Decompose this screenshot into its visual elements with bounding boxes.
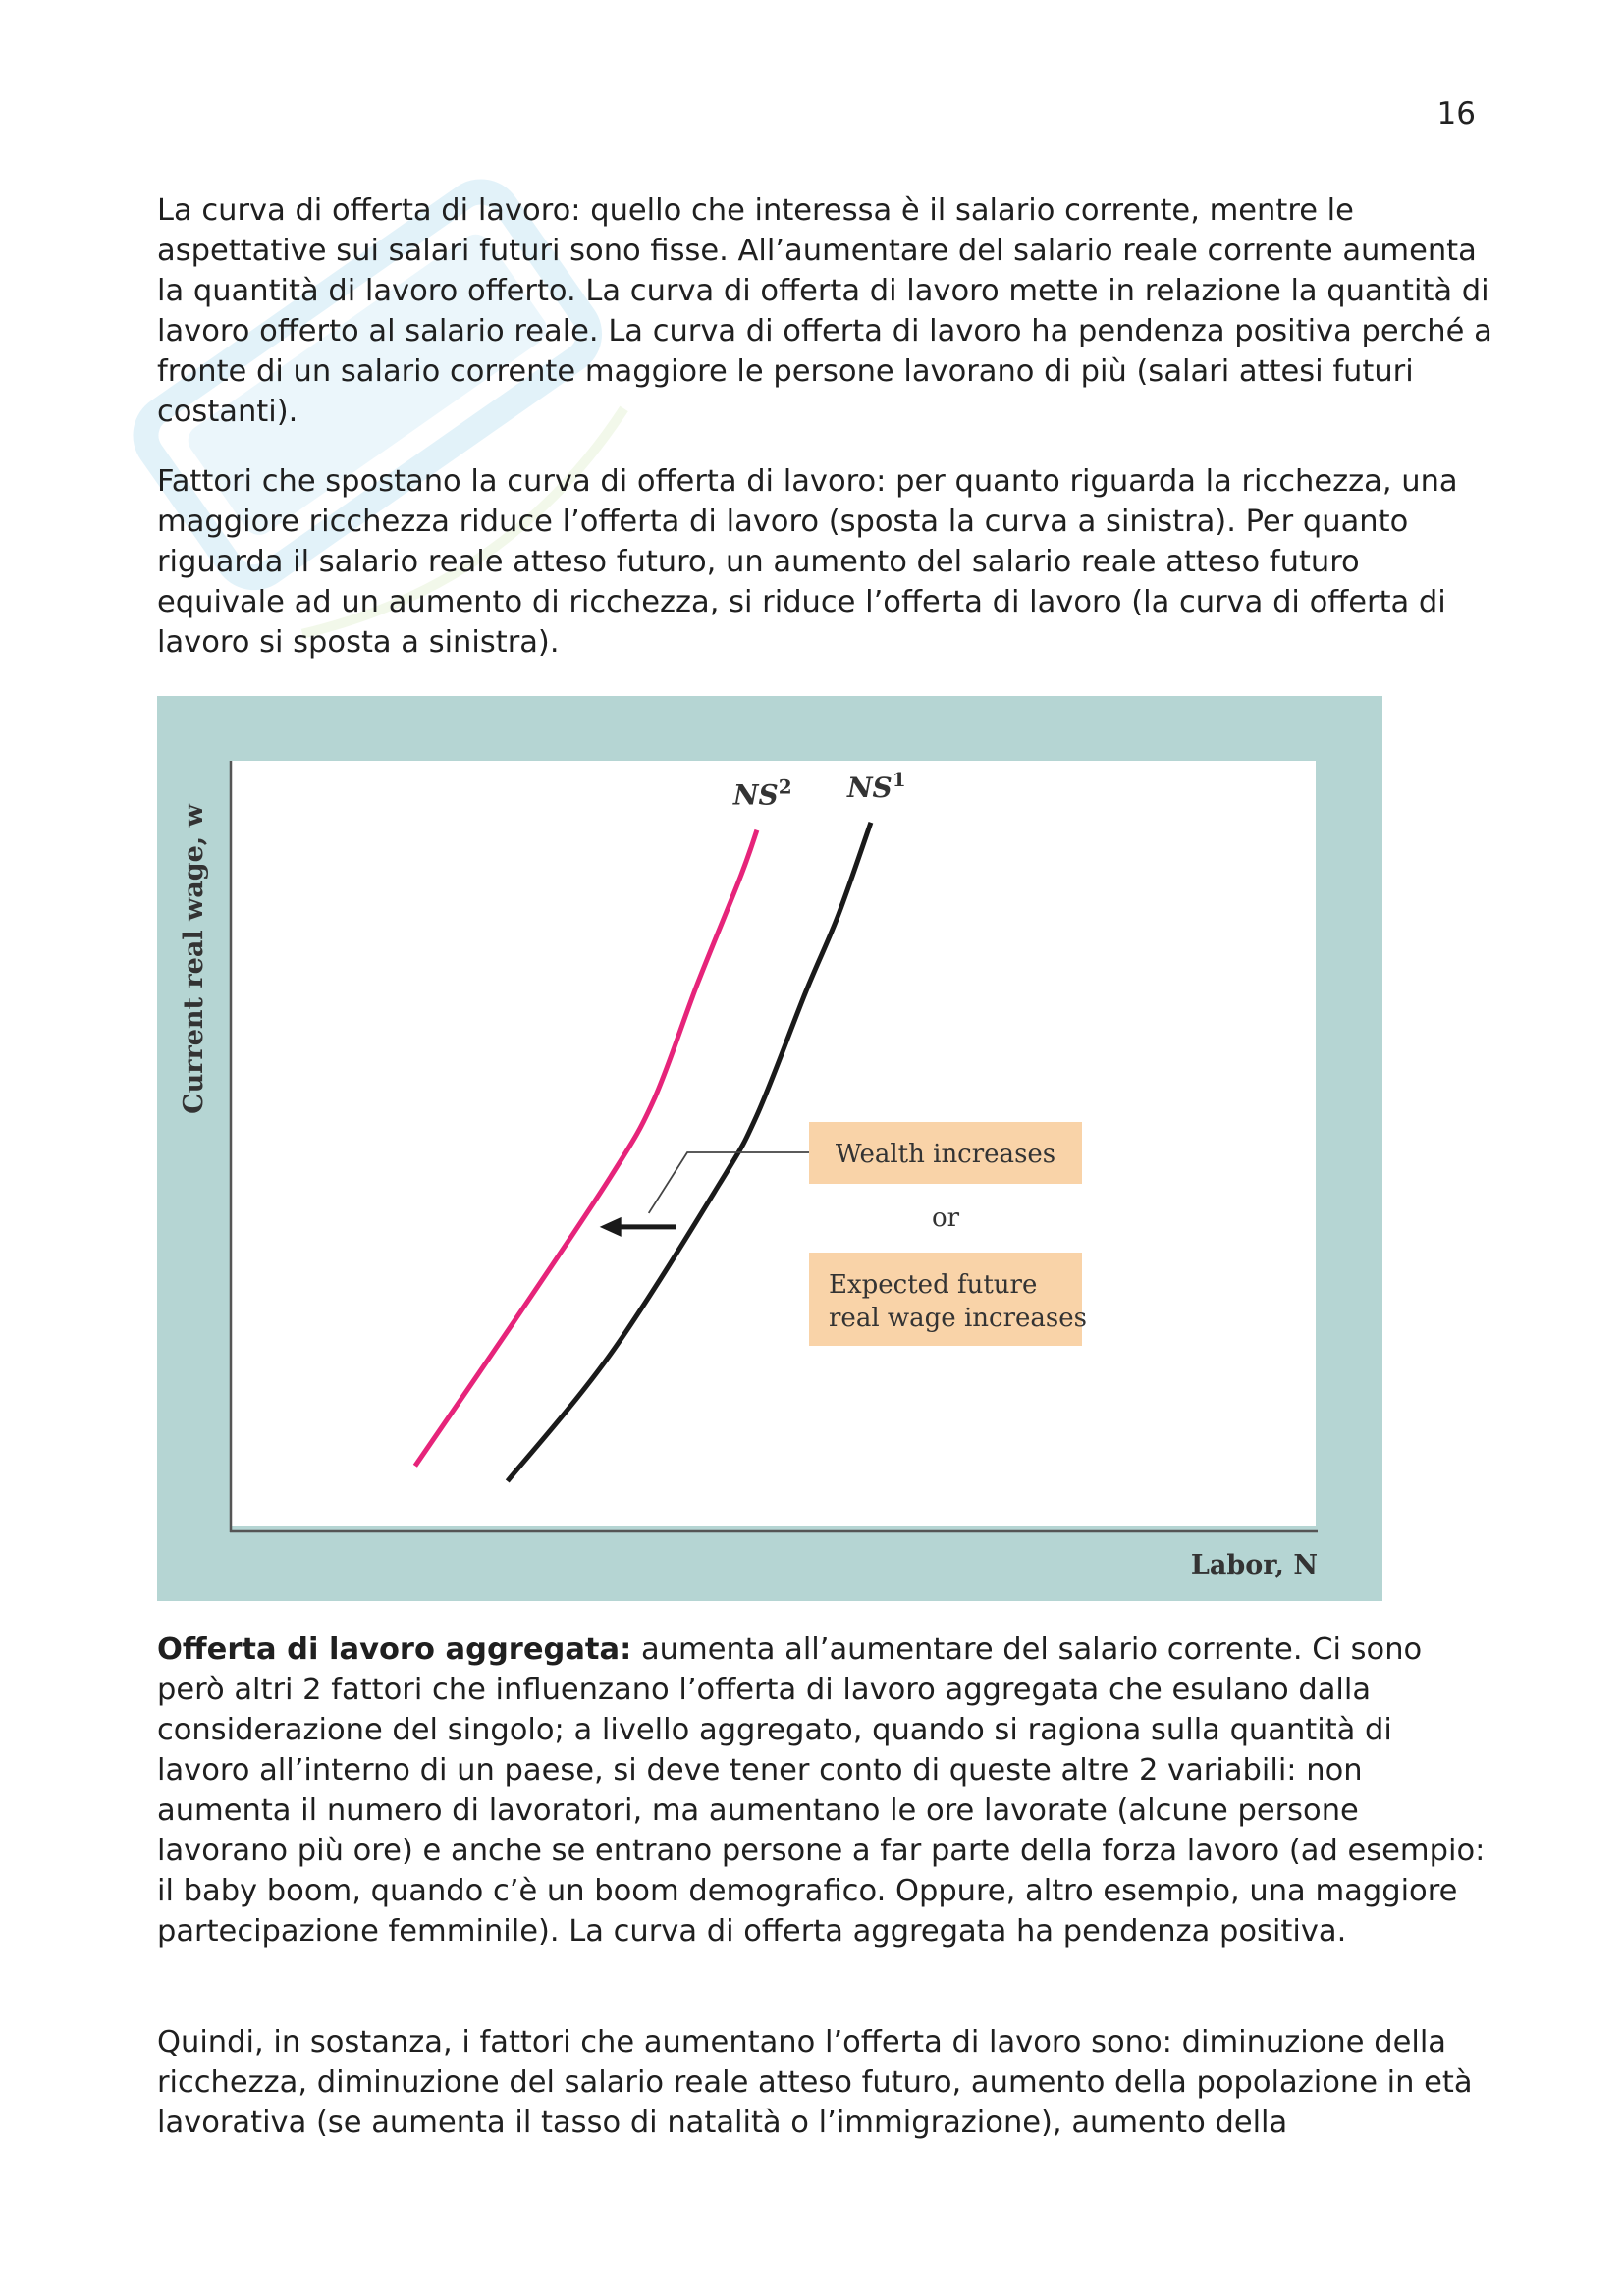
aggregate-supply-label: Offerta di lavoro aggregata: (157, 1632, 632, 1667)
callout-future-wage-line-2: real wage increases (829, 1304, 1087, 1333)
callout-future-wage-line-1: Expected future (829, 1270, 1038, 1300)
paragraph-summary: Quindi, in sostanza, i fattori che aumentano l’offerta di lavoro sono: diminuzione della ricchezza, diminuzione del salario reale atteso futuro, aumento della popolazione in età lavorativa (se aumenta il tasso di natalità o l’immigrazione), aumento della (157, 2025, 1473, 2140)
series-label-superscript: 2 (778, 774, 792, 799)
aggregate-supply-text: aumenta all’aumentare del salario corrente. Ci sono però altri 2 fattori che influenzano l’offerta di lavoro aggregata che esulano dalla considerazione del singolo; a livello aggregato, quando si ragiona sulla quantità di lavoro all’interno di un paese, si deve tener conto di queste altre 2 variabili: non aumenta il numero di lavoratori, ma aumentano le ore lavorate (alcune persone lavorano più ore) e anche se entrano persone a far parte della forza lavoro (ad esempio: il baby boom, quando c’è un boom demografico. Oppure, altro esempio, una maggiore partecipazione femminile). La curva di offerta aggregata ha pendenza positiva. (157, 1632, 1486, 1949)
paragraph-supply-shift-factors: Fattori che spostano la curva di offerta di lavoro: per quanto riguarda la ricchezza, una maggiore ricchezza riduce l’offerta di lavoro (sposta la curva a sinistra). Per quanto riguarda il salario reale atteso futuro, un aumento del salario reale atteso futuro equivale ad un aumento di ricchezza, si riduce l’offerta di lavoro (la curva di offerta di lavoro si sposta a sinistra). (157, 464, 1458, 660)
callout-wealth-text: Wealth increases (835, 1140, 1056, 1169)
callout-or-text: or (931, 1203, 960, 1233)
paragraph-aggregate-supply (157, 1629, 1492, 1951)
paragraph-labor-supply-curve: La curva di offerta di lavoro: quello che interessa è il salario corrente, mentre le aspettative sui salari futuri sono fisse. All’aumentare del salario reale corrente aumenta la quantità di lavoro offerto. La curva di offerta di lavoro mette in relazione la quantità di lavoro offerto al salario reale. La curva di offerta di lavoro ha pendenza positiva perché a fronte di un salario corrente maggiore le persone lavorano di più (salari attesi futuri costanti). (157, 193, 1492, 429)
page-number: 16 (1436, 96, 1476, 132)
x-axis-label: Labor, N (1190, 1550, 1318, 1580)
series-label-main: NS (846, 771, 893, 804)
series-label-superscript: 1 (892, 767, 906, 791)
y-axis-label: Current real wage, w (179, 804, 209, 1114)
series-label-main: NS (732, 778, 779, 812)
labor-supply-shift-figure (157, 696, 1382, 1601)
labor-supply-chart (157, 696, 1382, 1601)
plot-area (231, 761, 1316, 1526)
